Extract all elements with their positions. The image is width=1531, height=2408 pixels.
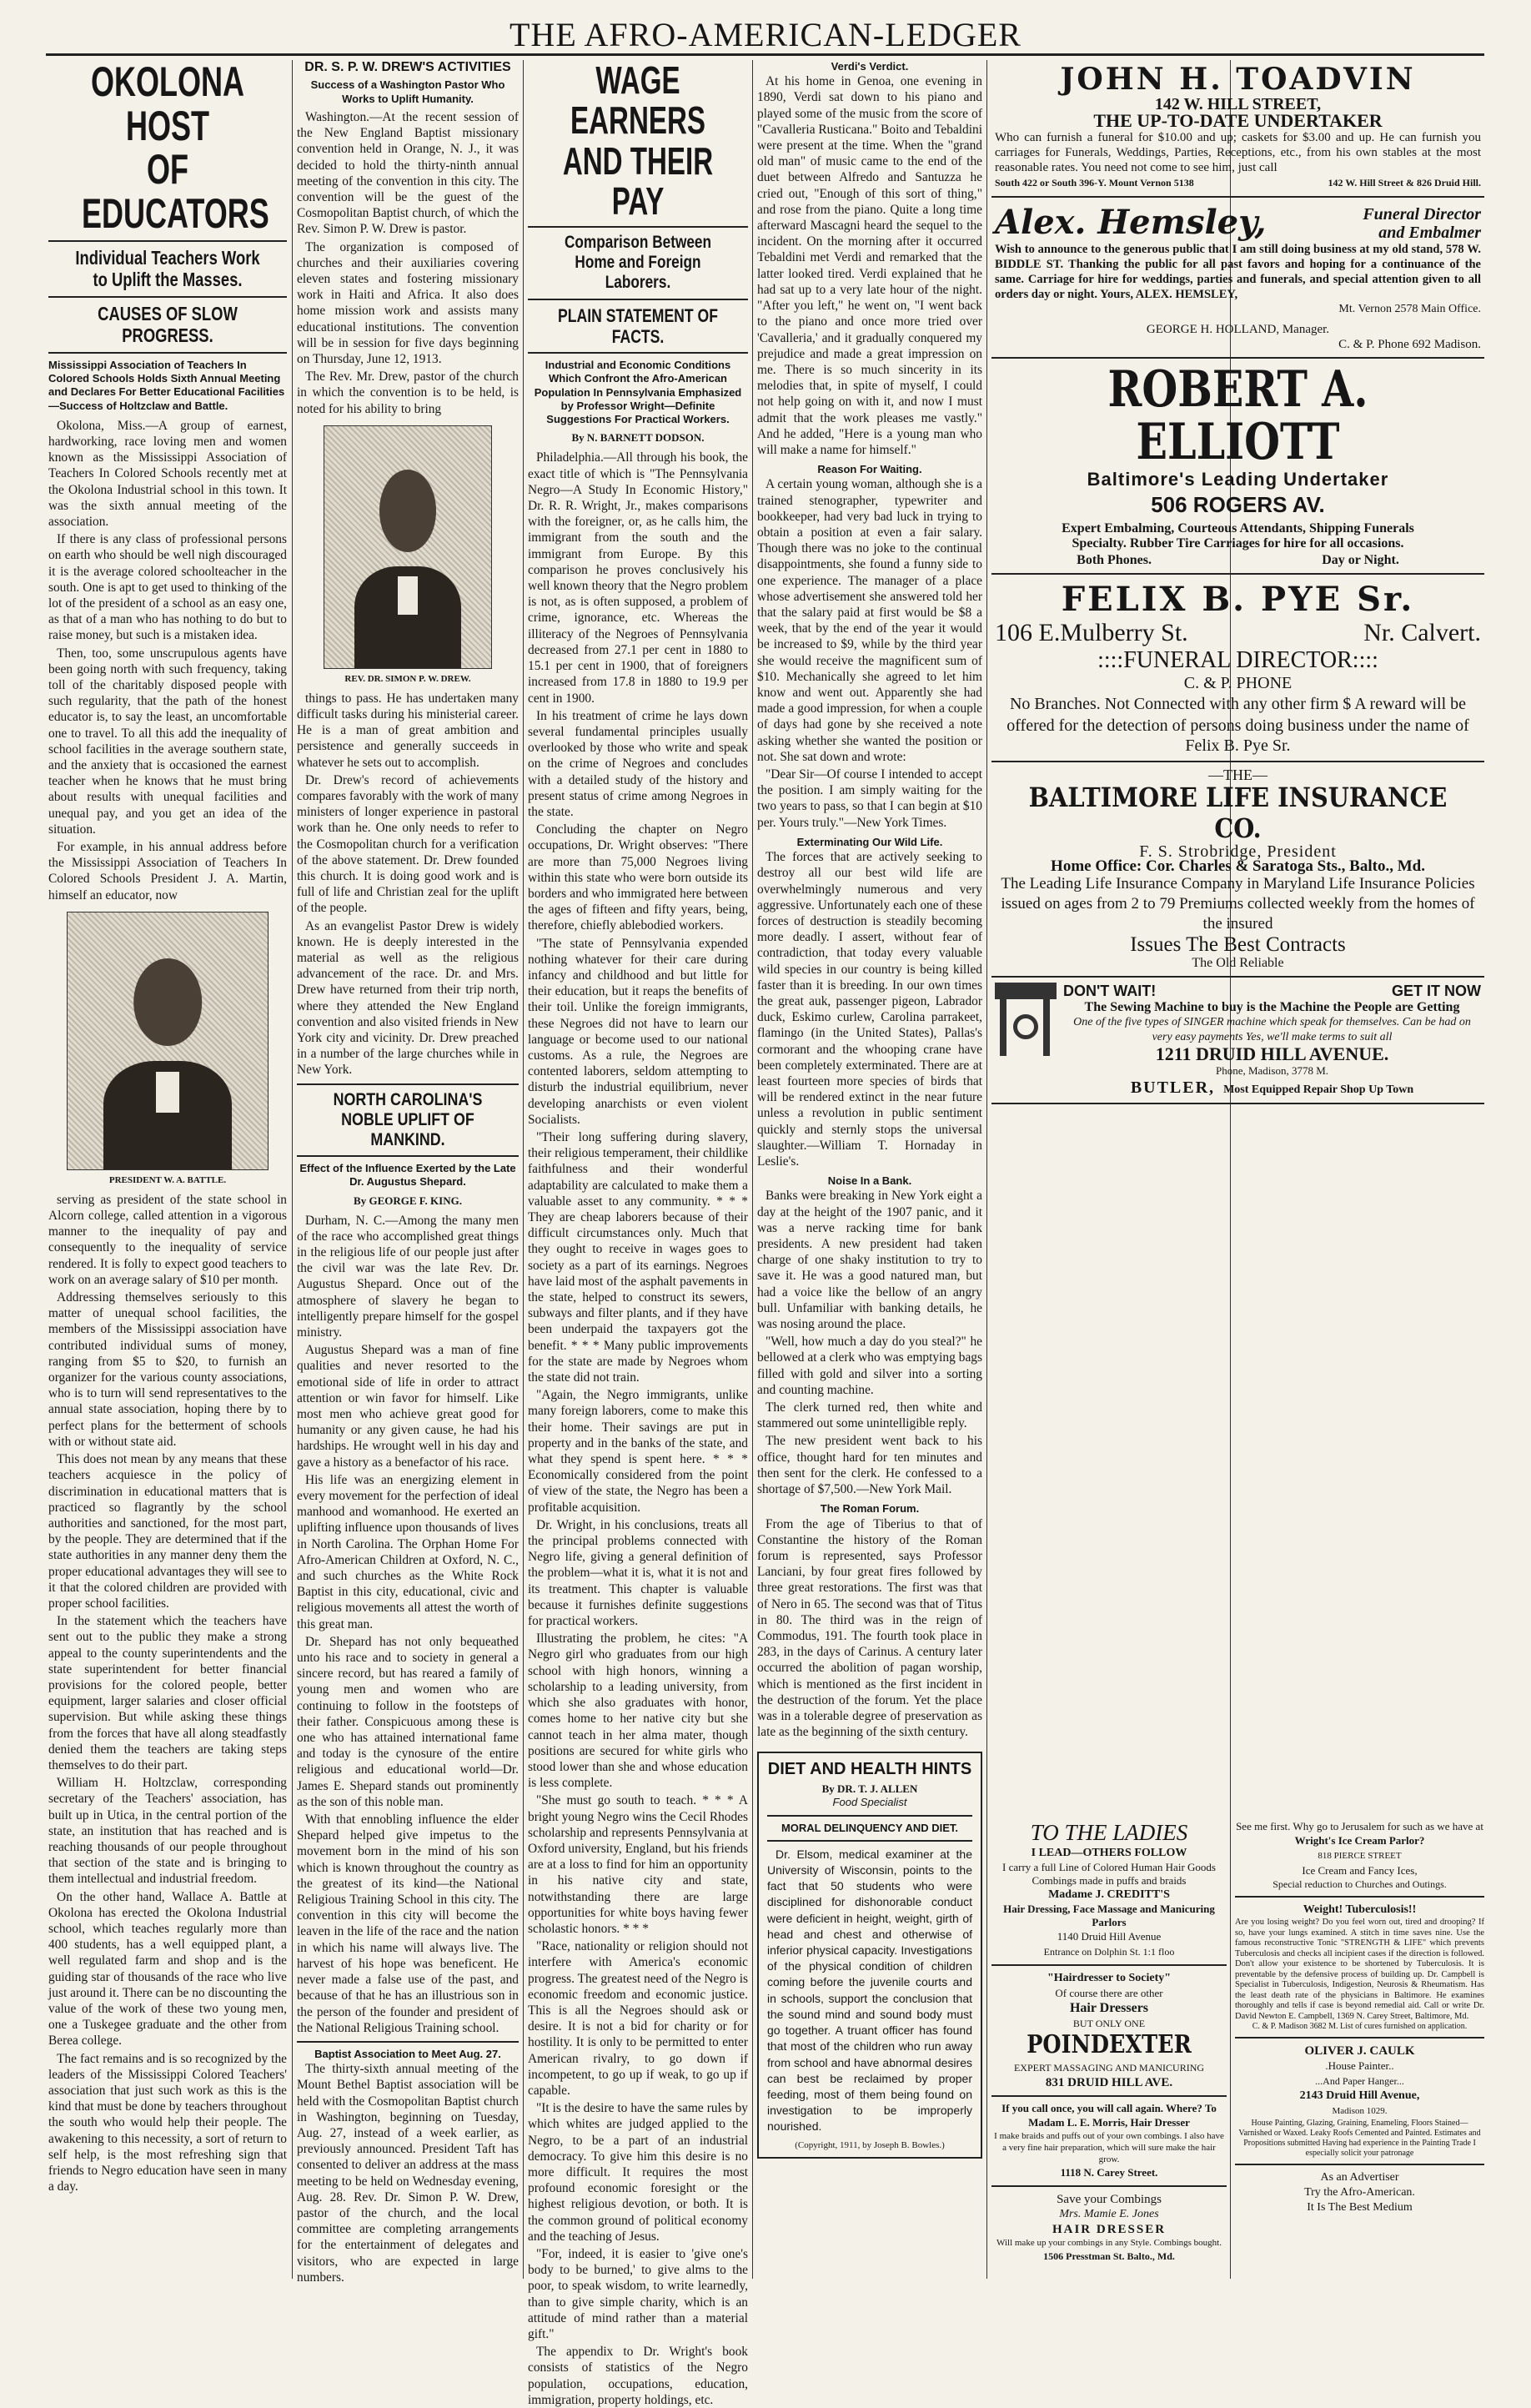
paragraph: From the age of Tiberius to that of Constantine the history of the Roman forum is represented, says Professor Lanciani, by four great fires followed by three great restorations. The first was that of Nero in 65. The second was that of Titus in 80. The third was in the reign of Commodus, 191. The fourth took place in 283, in the days of Carinus. A century later occurred the abolition of pagan worship, which is mentioned as the first incident in the destruction of the forum. Yet the place was in a tolerable degree of preservation as late as the beginning of the sixth century. xyxy=(757,1516,982,1740)
ad-jones xyxy=(991,2192,1227,2264)
ad-phone: Phone, Madison, 3778 M. xyxy=(1215,1063,1329,1077)
paragraph: The appendix to Dr. Wright's book consists of statistics of the Negro population, occupations, education, immigration, property holdings, etc. xyxy=(528,2345,748,2407)
box-title: DIET AND HEALTH HINTS xyxy=(767,1760,972,1779)
copyright: (Copyright, 1911, by Joseph B. Bowles.) xyxy=(795,2139,945,2150)
ad-line: It Is The Best Medium xyxy=(1307,2201,1413,2214)
ad-body: I carry a full Line of Colored Human Hair Goods Combings made in puffs and braids xyxy=(1002,1861,1216,1887)
photo-caption: REV. DR. SIMON P. W. DREW. xyxy=(344,673,471,684)
ad-body: Special reduction to Churches and Outings. xyxy=(1272,1878,1447,1890)
ad-role: and Embalmer xyxy=(1378,224,1481,242)
ad-phone: C. & P. Phone 692 Madison. xyxy=(1338,338,1481,351)
headline: OKOLONA HOST xyxy=(90,58,244,149)
paragraph: Washington.—At the recent session of the New England Baptist missionary convention held in Orange, N. J., it was decided to hold the thirty-ninth annual meeting of the convention in this city. The convention will be the guest of the Cosmopolitan Baptist church, of which the Rev. Simon P. W. Drew is pastor. xyxy=(297,109,519,237)
paragraph: The clerk turned red, then white and stammered out some unintelligible reply. xyxy=(757,1400,982,1431)
paragraph: "For, indeed, it is easier to 'give one's body to be burned,' to give alms to the poor, to speak wisdom, to write learnedly, than to give simple charity, which is an attitude of mind rather than a material gift." xyxy=(528,2247,748,2342)
ad-headline: Hair Dressers xyxy=(1069,2001,1149,2015)
ad-line: As an Advertiser xyxy=(1320,2171,1399,2184)
paragraph: Dr. Drew's record of achievements compares favorably with the work of many ministers of longer experience in pastoral work than he. One only needs to refer to the Cosmopolitan church for a verification of the above statement. Dr. Drew founded this church. It is doing good work and is full of life and Christian zeal for the uplift of the people. xyxy=(297,772,519,916)
paragraph: Banks were breaking in New York eight a day at the height of the 1907 panic, and it was a nerve racking time for bank presidents. A new president had taken charge of one shaky institution to try to save it. He was a good natured man, but had a voice like the bellow of an angry bull. Unfamiliar with banking details, he was nosing around the place. xyxy=(757,1189,982,1332)
masthead-title: THE AFRO-AMERICAN-LEDGER xyxy=(509,16,1022,53)
ad-name: Madame J. CREDITT'S xyxy=(1048,1888,1170,1901)
paragraph: Dr. Elsom, medical examiner at the University of Wisconsin, points to the fact that 50 students who were disciplined for dishonorable conduct were deficient in height, weight, girth of head and chest and otherwise of inferior physical capacity. Investigations of the physical condition of children coming before the juvenile courts and in schools, support the conclusion that the sound mind and sound body must go together. A truant officer has found that most of the children who run away from school and have abnormal desires can best be reclaimed by proper feeding, most of them being found on investigation to be improperly nourished. xyxy=(767,1847,972,2134)
ad-name-tail: Felix B. Pye Sr. xyxy=(1185,736,1291,756)
ad-phone: Mt. Vernon 2578 Main Office. xyxy=(1338,303,1481,315)
ad-the: —THE— xyxy=(1208,767,1267,784)
ad-baltimore-life xyxy=(991,767,1484,971)
ad-line: Try the Afro-American. xyxy=(1304,2186,1415,2199)
paragraph: "It is the desire to have the same rules by which whites are judged applied to the Negro, to be a part of an industrial democracy. To give him this desire is no more difficult. It requires the most profound economic foresight or the highest religious devotion, or both. It is the common ground of political economy and the teaching of Jesus. xyxy=(528,2101,748,2244)
headline: OF EDUCATORS xyxy=(82,146,269,237)
paragraph: In the statement which the teachers have sent out to the public they make a strong appeal to the county superintendents and the state superintendent for better financial provisions for the colored people, better equipment, larger salaries and closer official supervision. But while asking these things from the forces that have all along steadfastly denied them the teachers are taking steps themselves to do their part. xyxy=(48,1614,287,1772)
paragraph: Augustus Shepard was a man of fine qualities and never resorted to the emotional side of life in order to attract attention or win favor for himself. Like most men who achieve great good for humanity or any given cause, he had his hardships. He wrought well in his day and gave a history as a benefactor of his race. xyxy=(297,1343,519,1470)
paragraph: As an evangelist Pastor Drew is widely known. He is deeply interested in the material as well as the religious advancement of the race. Dr. and Mrs. Drew have returned from their trip north, where they attended the New England convention and also visited friends in New York city and vicinity. Dr. Drew preached in a number of the large churches while in New York. xyxy=(297,918,519,1078)
paragraph: Durham, N. C.—Among the many men of the race who accomplished great things in the religious life of our people just after the civil war was the late Rev. Dr. Augustus Shepard. Once out of the atmosphere of slavery he began to intelligently prepare himself for the gospel ministry. xyxy=(297,1213,519,1340)
ad-phone: South 422 or South 396-Y. Mount Vernon 5138 xyxy=(995,177,1194,189)
ad-body: Will make up your combings in any Style. Combings bought. xyxy=(996,2237,1222,2248)
ad-phone: C. & P. Madison 3682 M. List of cures furnished on application. xyxy=(1252,2022,1468,2031)
ad-address: 831 DRUID HILL AVE. xyxy=(1045,2075,1173,2089)
column-divider xyxy=(292,60,293,2279)
paragraph: The new president went back to his office, thought hard for ten minutes and then sent for the clerk. He confessed to a shortage of $7,500.—New York Mail. xyxy=(757,1434,982,1497)
ad-name: JOHN H. TOADVIN xyxy=(1060,62,1416,97)
ad-name: Mrs. Mamie E. Jones xyxy=(1059,2207,1159,2220)
ad-phone: 142 W. Hill Street & 826 Druid Hill. xyxy=(1328,177,1481,189)
ad-caulk xyxy=(1235,2044,1484,2159)
ad-address: 142 W. HILL STREET, xyxy=(1154,95,1322,113)
ad-address: 506 ROGERS AV. xyxy=(1151,492,1325,518)
ad-phones: Both Phones. xyxy=(1077,553,1152,568)
ad-role: Funeral Director xyxy=(1363,205,1481,224)
ad-sub: The Old Reliable xyxy=(1192,955,1284,970)
diet-health-box xyxy=(757,1752,982,2158)
ad-wright-parlor xyxy=(1235,1820,1484,1891)
ad-poindexter xyxy=(991,1971,1227,2090)
byline: By N. BARNETT DODSON. xyxy=(571,431,705,445)
sewing-machine-icon xyxy=(995,983,1057,1058)
portrait-photo xyxy=(324,425,492,669)
article-drew xyxy=(297,60,519,2285)
ad-tagline: THE UP-TO-DATE UNDERTAKER xyxy=(1093,110,1383,131)
ad-pye xyxy=(991,580,1484,756)
ad-sub: I LEAD—OTHERS FOLLOW xyxy=(1031,1847,1187,1859)
headline: AND THEIR PAY xyxy=(562,138,714,223)
ad-lead: See me first. Why go to Jerusalem for such as we have at xyxy=(1236,1820,1483,1832)
paragraph: The thirty-sixth annual meeting of the Mount Bethel Baptist association will be held with the Cosmopolitan Baptist church in Washington, beginning on Tuesday, Aug. 27, instead of a week earlier, as previously announced. President Taft has consented to deliver an address at the mass meeting to be held on Wednesday evening, Aug. 28. Rev. Dr. Simon P. W. Drew, pastor of the church, and the local committee are completing arrangements for the entertainment of delegates and visitors, who are expected in large numbers. xyxy=(297,2062,519,2285)
ad-name: Wright's Ice Cream Parlor? xyxy=(1294,1834,1425,1847)
ad-name: FELIX B. PYE Sr. xyxy=(1061,580,1415,620)
ad-address: 1140 Druid Hill Avenue xyxy=(1057,1930,1162,1943)
ad-lead: If you call once, you will call again. Where? To xyxy=(1001,2101,1217,2114)
column-divider xyxy=(986,60,987,2279)
paragraph: "Again, the Negro immigrants, unlike many foreign laborers, come to make this their home. Their savings are put in property and in the banks of the state, and what they spend is spent here. * * * Economically considered from the point of view of the state, the Negro has been a profitable acquisition. xyxy=(528,1388,748,1515)
headline: Verdi's Verdict. xyxy=(831,60,909,73)
ad-body: Specialty. Rubber Tire Carriages for hire for all occasions. xyxy=(1072,536,1404,551)
headline: Noise In a Bank. xyxy=(827,1174,912,1188)
paragraph: This does not mean by any means that these teachers acquiesce in the policy of discrimination in educational matters that is practiced so flagrantly by the school authorities and sanctioned, for the most part, by the people. They are determined that if the state authorities in any manner deny them the proper educational advantages they will see to it that the colored children are provided with proper school facilities. xyxy=(48,1452,287,1611)
ad-name: Alex. Hemsley, xyxy=(995,203,1267,242)
subheadline: Individual Teachers Work to Uplift the Masses. xyxy=(75,247,260,291)
ad-hemsley xyxy=(991,203,1484,352)
paragraph: "Dear Sir—Of course I intended to accept the position. I am simply waiting for the two years to pass, so that I can begin at $10 per. Yours truly."—New York Times. xyxy=(757,767,982,830)
ad-tagline: Issues The Best Contracts xyxy=(1130,933,1346,956)
paragraph: On the other hand, Wallace A. Battle at Okolona has erected the Okolona Industrial school, which teaches regularly more than 400 students, has a well equipped plant, a well regulated farm and shop and is the guiding star of thousands of the race who live just around it. There can be no discounting the value of the work of these two young men, one a Tuskegee graduate and the other from Berea college. xyxy=(48,1889,287,2049)
paragraph: serving as president of the state school in Alcorn college, called attention in a vigorous manner to the inequality of pay and consequently to the inequality of service rendered. It is folly to expect good teachers to work on an average salary of $10 per month. xyxy=(48,1192,287,1287)
paragraph: William H. Holtzclaw, corresponding secretary of the Teachers' association, has built up in Utica, in the central portion of the state, an institution that has reached and is reaching thousands of our people throughout that section of the state and is bringing to them intellectual and industrial freedom. xyxy=(48,1776,287,1887)
ad-creditt xyxy=(991,1820,1227,1959)
byline: By DR. T. J. ALLEN xyxy=(821,1782,918,1796)
ad-name: BALTIMORE LIFE INSURANCE CO. xyxy=(1028,782,1448,844)
ad-role: ...And Paper Hanger... xyxy=(1315,2075,1404,2087)
ad-service: Hair Dressing, Face Massage and Manicuring Parlors xyxy=(1003,1903,1215,1928)
paragraph: The fact remains and is so recognized by the leaders of the Mississippi Colored Teachers' association that just such work as this is the kind that must be done by teachers throughout the south who would help their people. The awakening to this necessity, a sort of return to self help, is the most refreshing sign that friends to Negro education have seen in many a day. xyxy=(48,2051,287,2194)
paragraph: things to pass. He has undertaken many difficult tasks during his ministerial career. He is a man of great ambition and persistence and generally succeeds in whatever he sets out to accomplish. xyxy=(297,691,519,770)
paragraph: The organization is composed of churches and their auxiliaries covering eleven states and fostering missionary work in Haiti and Africa. It also does home mission work and assists many educational institutions. The convention will be in session for five days beginning on Thursday, June 12, 1913. xyxy=(297,239,519,366)
ads-misc-column xyxy=(1235,1820,1484,2270)
ad-body: Expert Embalming, Courteous Attendants, Shipping Funerals xyxy=(1062,521,1414,536)
ad-headline: GET IT NOW xyxy=(1392,982,1481,999)
subheadline: Comparison Between Home and Foreign Laborers. xyxy=(564,233,712,293)
paragraph: In his treatment of crime he lays down several fundamental principles usually overlooked by those who write and speak on the crime of Negroes and concludes with a detailed study of the history and present status of crime among Negroes in the state. xyxy=(528,708,748,819)
ad-body: Ice Cream and Fancy Ices, xyxy=(1302,1864,1418,1877)
paragraph: The Rev. Mr. Drew, pastor of the church in which the convention is to be held, is noted for his ability to bring xyxy=(297,369,519,416)
paragraph: "She must go south to teach. * * * A bright young Negro wins the Cecil Rhodes scholarship and represents Pennsylvania at Oxford university, England, but his friends are at a loss to find for him an opportunity in his native city and state, notwithstanding there are large opportunities for white boys having fewer scholastic honors. * * * xyxy=(528,1793,748,1936)
paragraph: Dr. Wright, in his conclusions, treats all the principal problems connected with Negro life, giving a general definition of the problem—what it is, what it is not and its treatment. This chapter is valuable because it furnishes definite suggestions for practical workers. xyxy=(528,1517,748,1629)
paragraph: A certain young woman, although she is a trained stenographer, typewriter and bookkeeper, had very bad luck in trying to obtain a position at even a fair salary. Though there was no joke to the continual disappointments, she found a funny side to one experience. The manager of a place whose advertisement she answered told her that the salary paid at first would be $8 a week, that by the end of the year it would be increased to $9, while by the third year she would receive the magnificent sum of $10. Mechanically she agreed to let him know and went out. Apparently she had made a good impression, for when a couple of days had gone by she received a note asking whether she wanted the position or not. She sat down and wrote: xyxy=(757,477,982,764)
paragraph: Then, too, some unscrupulous agents have been going north with such frequency, taking toll of the charitably disposed people with such regularity, that the path of the honest educator is, to say the least, an uncomfortable one to travel. To all this add the inequality of school facilities in the average southern state, and the anxiety that is occasioned the earnest teacher when he knows that he must bring about results with unequal facilities and unequal pay, and you get an idea of the situation. xyxy=(48,646,287,837)
ad-advertiser xyxy=(1235,2170,1484,2215)
article-wage-earners xyxy=(528,58,748,2407)
masthead-rule xyxy=(46,53,1484,56)
ad-address: 818 PIERCE STREET xyxy=(1318,1851,1402,1861)
paragraph: "Race, nationality or religion should not interfere with America's economic progress. The greatest need of the Negro is economic freedom and economic justice. This is all the Negroes should ask or desire. It is not a bid for charity or for hostility. It is only to be permitted to enter American rivalry, to go down if incompetent, to go up if weak, to go up if capable. xyxy=(528,1939,748,2098)
paragraph: "Their long suffering during slavery, their religious temperament, their childlike faithfulness and their wonderful adaptability are calculated to make them a valuable asset to any community. * * * They are cheap laborers because of their difficult circumstances only. Much that they ought to receive in wages goes to society as a part of its earnings. Negroes have laid most of the asphalt pavements in the state, helped to construct its sewers, subways and filter plants, and if they have been underpaid the taxpayers got the benefit. * * * Many public improvements for the state are made by Negroes whom the state did not train. xyxy=(528,1129,748,1385)
ads-hair-column xyxy=(991,1820,1227,2270)
column-miscellany xyxy=(757,60,982,2279)
photo-caption: PRESIDENT W. A. BATTLE. xyxy=(108,1174,227,1185)
paragraph: Addressing themselves seriously to this matter of unequal school facilities, the members of the Mississippi association have contributed individual sums of money, ranging from $5 to $20, to furnish an organizer for the various county associations, who is to turn will send representatives to the annual state association, hoping there by to perfect plans for the betterment of schools with or without state aid. xyxy=(48,1290,287,1449)
ad-headline: Weight! Tuberculosis!! xyxy=(1303,1903,1417,1916)
headline: DR. S. P. W. DREW'S ACTIVITIES xyxy=(304,60,511,74)
ad-headline: DON'T WAIT! xyxy=(1063,982,1157,999)
ad-office: Home Office: Cor. Charles & Saratoga Sts., Balto., Md. xyxy=(1051,857,1425,875)
paragraph: "The state of Pennsylvania expended nothing whatever for their care during infancy and childhood and but little for their education, but it reaps the benefits of their toil. Unlike the foreign immigrants, these Negroes did not have to learn our language or become used to our national customs. As a rule, the Negroes are contented laborers, seldom attempting to disturb the industrial equilibrium, never developing anarchists or even violent Socialists. xyxy=(528,936,748,1127)
ad-role: .House Painter.. xyxy=(1325,2059,1394,2072)
ad-service: EXPERT MASSAGING AND MANICURING xyxy=(1013,2061,1205,2074)
column-divider xyxy=(523,60,524,2279)
ad-body: Wish to announce to the generous public that I am still doing business at my old stand, 578 W. BIDDLE ST. Thanking the public for all past favors and hoping for a continuance of the same. Carriage for hire for weddings, parties and funerals, and special attention given to all orders day or night. Yours, ALEX. HEMSLEY, xyxy=(995,243,1481,301)
ad-hours: Day or Night. xyxy=(1322,553,1399,568)
paragraph: Philadelphia.—All through his book, the exact title of which is "The Pennsylvania Negro—A Study In Economic History," Dr. R. R. Wright, Jr., makes comparisons with the foreigner, or, as he calls him, the immigrant from the south and the immigrant from Europe. By this comparison he proves conclusively his well known theory that the Negro problem is not, as is often supposed, a problem of crime, ignorance, etc. Whereas the illiteracy of the Negroes of Pennsylvania decreased from 27.1 per cent in 1880 to 15.1 per cent in 1900, that of foreigners increased from 17.8 in 1880 to 19.9 per cent in 1900. xyxy=(528,450,748,706)
ad-sub: Of course there are other xyxy=(1055,1987,1163,1999)
ad-tagline: Most Equipped Repair Shop Up Town xyxy=(1223,1083,1414,1096)
ad-tagline: Baltimore's Leading Undertaker xyxy=(1087,469,1389,490)
byline: By GEORGE F. KING. xyxy=(354,1194,462,1207)
portrait-photo xyxy=(67,912,269,1170)
paragraph: Concluding the chapter on Negro occupations, Dr. Wright observes: "There are more than 75,000 Negroes living within this state who were born outside its borders and who immigrated here between the ages of fifteen and fifty years, being, therefore, chiefly ablebodied workers. xyxy=(528,822,748,933)
paragraph: "Well, how much a day do you steal?" he bellowed at a clerk who was emptying bags filled with gold and silver into a sorting and counting machine. xyxy=(757,1335,982,1397)
ad-name: Madam L. E. Morris, Hair Dresser xyxy=(1028,2115,1190,2129)
ad-body: No Branches. Not Connected with any other firm $ A reward will be offered for the detection of persons doing business under the name of xyxy=(1006,695,1469,736)
deck: Mississippi Association of Teachers In Colored Schools Holds Sixth Annual Meeting and Declares For Better Educational Facilities—Success of Holtzclaw and Battle. xyxy=(48,358,285,412)
ad-only: BUT ONLY ONE xyxy=(1072,2018,1146,2029)
ad-quote: "Hairdresser to Society" xyxy=(1047,1972,1171,1984)
ad-body: The Leading Life Insurance Company in Maryland Life Insurance Policies issued on ages from 2 to 79 Premiums collected weekly from the homes of the insured xyxy=(1001,874,1475,933)
paragraph: Dr. Shepard has not only bequeathed unto his race and to society in general a sincere record, but has reared a family of young men and women who are continuing to follow in the footsteps of their father. Conspicuous among these is one who has attained international fame and today is the cynosure of the entire religious and educational world—Dr. James E. Shepard stands out prominently as the son of this noble man. xyxy=(297,1634,519,1809)
ad-entrance: Entrance on Dolphin St. 1:1 floo xyxy=(1043,1946,1175,1958)
ad-manager: GEORGE H. HOLLAND, Manager. xyxy=(1146,323,1330,336)
paragraph: At his home in Genoa, one evening in 1890, Verdi sat down to his piano and played some of the music from the score of "Cavalleria Rusticana." Boito and Tebaldini were present at the time. When the "grand old man" of music came to the end of the duet between Alfredo and Santuzza he cried out, "Enough of this sort of thing," and rose from the piano. Quite a long time afterward Mascagni heard the sequel to the incident. On the morning after it occurred Tebaldini met Verdi and remarked that the latter looked tired. Verdi explained that he had sat up to a very late hour of the night. "After you left," he went on, "I went back to the piano and once more tried over 'Cavalleria,' and it gradually conquered my prejudice and made a great impression on me. There is so much sincerity in its melodies that, in spite of myself, I could not help going on with it, and now I must admit that the work pleases me vastly." And he added, "Here is a young man who will make a name for himself." xyxy=(757,74,982,457)
ad-tuberculosis xyxy=(1235,1903,1484,2032)
ad-headline: TO THE LADIES xyxy=(1030,1820,1188,1845)
column-divider xyxy=(752,60,753,2279)
ad-elliott xyxy=(991,360,1484,568)
ad-body: I make braids and puffs out of your own combings. I also have a very fine hair preparation, which will sure make the hair grow. xyxy=(994,2130,1224,2164)
ad-address: 1211 DRUID HILL AVENUE. xyxy=(1155,1043,1389,1064)
headline: WAGE EARNERS xyxy=(570,58,705,143)
paragraph: The forces that are actively seeking to destroy all our best wild life are overwhelmingly numerous and very aggressive. Unfortunately each one of these forces of destruction is steadily becoming more deadly. I assert, without fear of contradiction, that today every valuable wild species in our country is being killed faster than it is breeding. In our own times the great auk, passenger pigeon, Labrador duck, Eskimo curlew, Carolina parrakeet, flamingo (in the United States), Pallas's cormorant and the whooping crane have been completely exterminated. There are at least fourteen more species of birds that will be rendered extinct in the near future unless a revolution in public sentiment quickly and sternly stops the universal slaughter.—William T. Hornaday in Leslie's. xyxy=(757,850,982,1169)
byline-role: Food Specialist xyxy=(832,1796,907,1809)
ad-body: The Sewing Machine to buy is the Machine the People are Getting xyxy=(1084,999,1460,1014)
paragraph: With that ennobling influence the elder Shepard helped give impetus to the movement born in the mind of his son which is known throughout the country as the greatest of its kind—the National Religious Training School in this city. The convention in this city will become the leaven in the life of the race and the nation in which his name will always live. The harvest of his hope was beneficent. He never made a false use of the past, and because of that he has an illustrious son in the person of the founder and president of the National Religious Training school. xyxy=(297,1812,519,2035)
subheadline: PLAIN STATEMENT OF FACTS. xyxy=(558,304,718,347)
ad-address: 1118 N. Carey Street. xyxy=(1060,2165,1158,2179)
ad-address: 1506 Presstman St. Balto., Md. xyxy=(1043,2250,1175,2262)
subheadline: Success of a Washington Pastor Who Works to Uplift Humanity. xyxy=(310,78,505,105)
ad-body: One of the five types of SINGER machine which speak for themselves. Can be had on very easy payments Yes, we'll make terms to suit all xyxy=(1073,1015,1471,1043)
ad-morris xyxy=(991,2102,1227,2180)
paragraph: If there is any class of professional persons on earth who should be well nigh discouraged it is the average colored schoolteacher in the south. One is apt to get used to thinking of the lot of the president of a school as an easy one, as that of a man who has nothing to do but to raise money, but such is a mistaken idea. xyxy=(48,532,287,643)
subheadline: MORAL DELINQUENCY AND DIET. xyxy=(781,1821,959,1834)
ad-body: Are you losing weight? Do you feel worn out, tired and drooping? If so, have your lungs examined. A stitch in time saves nine. Use the famous reconstructive Tonic "STRENGTH & LIFE" which prevents Tuberculosis and checks all incipient cases if the direction is followed. Don't allow your existence to be shortened by Tuberculosis. It is preventable by the defensive process of building up. Dr. Campbell is Specialist in Tuberculosis, Indigestion, Neurosis & Rheumatism. Has the least death rate of the physicians in Baltimore. He examines thoroughly and tells if case is beyond remedial aid. Call or write Dr. David Newton E. Campbell, 1369 N. Carey Street, Baltimore, Md. xyxy=(1235,1918,1484,2021)
article-okolona xyxy=(48,60,287,2279)
ad-role: HAIR DRESSER xyxy=(1052,2222,1167,2236)
ad-phone: C. & P. PHONE xyxy=(1183,674,1293,693)
ad-name: ROBERT A. ELLIOTT xyxy=(1107,360,1368,471)
headline: The Roman Forum. xyxy=(820,1502,920,1516)
headline: Exterminating Our Wild Life. xyxy=(796,835,943,848)
ad-toadvin xyxy=(991,60,1484,191)
ad-name: POINDEXTER xyxy=(1027,2030,1192,2059)
paragraph: His life was an energizing element in every movement for the perfection of ideal manhood and womanhood. He exerted an uplifting influence upon thousands of lives in North Carolina. The Orphan Home For Afro-American Children at Oxford, N. C., and such churches as the White Rock Baptist in this city, educational, civic and religious movements all attest the worth of this great man. xyxy=(297,1472,519,1631)
paragraph: For example, in his annual address before the Mississippi Association of Teachers In Colored Schools President J. A. Martin, himself an educator, now xyxy=(48,840,287,902)
ad-body: Who can furnish a funeral for $10.00 and up; caskets for $3.00 and up. He can furnish you carriages for Funerals, Weddings, Parties, Receptions, etc., from his own stables at the most reasonable rates. You need not come to see him, just call xyxy=(995,131,1481,174)
ad-butler-sewing xyxy=(991,983,1484,1098)
paragraph: Illustrating the problem, he cites: "A Negro girl who graduates from our high school with high honors, winning a scholarship to a leading university, from which she also graduates with honor, comes home to her native city but she cannot teach in her alma mater, though positions are secured for white girls who stood lower than she and whose education is less complete. xyxy=(528,1631,748,1791)
paragraph: Okolona, Miss.—A group of earnest, hardworking, race loving men and women known as the Mississippi Association of Teachers In Colored Schools recently met at the Okolona Industrial school in this town. It was the sixth annual meeting of the association. xyxy=(48,418,287,529)
headline: NORTH CAROLINA'S NOBLE UPLIFT OF MANKIND. xyxy=(333,1089,483,1149)
ad-address: 106 E.Mulberry St. xyxy=(995,619,1188,647)
ad-president: F. S. Strobridge, President xyxy=(1139,842,1337,861)
subheadline: CAUSES OF SLOW PROGRESS. xyxy=(98,302,238,347)
headline: Reason For Waiting. xyxy=(817,463,922,476)
ad-body: House Painting, Glazing, Graining, Enameling, Floors Stained—Varnished or Waxed. Leaky Roofs Cemented and Painted. Estimates and Propositions submitted Having had experience in the Painting Trade I especially solicit your patronage xyxy=(1238,2119,1481,2158)
ad-name: OLIVER J. CAULK xyxy=(1304,2044,1415,2058)
ad-address: 2143 Druid Hill Avenue, xyxy=(1299,2089,1420,2102)
ad-role: ::::FUNERAL DIRECTOR:::: xyxy=(1097,647,1378,674)
headline: Baptist Association to Meet Aug. 27. xyxy=(314,2047,501,2060)
deck: Industrial and Economic Conditions Which Confront the Afro-American Population In Pennsylvania Emphasized by Professor Wright—Definite Suggestions For Practical Workers. xyxy=(534,359,742,426)
ad-headline: Save your Combings xyxy=(1057,2192,1162,2206)
ad-name: BUTLER, xyxy=(1130,1078,1216,1097)
subheadline: Effect of the Influence Exerted by the Late Dr. Augustus Shepard. xyxy=(299,1162,516,1189)
ad-address: Nr. Calvert. xyxy=(1363,619,1481,647)
ad-phone: Madison 1029. xyxy=(1332,2106,1388,2116)
